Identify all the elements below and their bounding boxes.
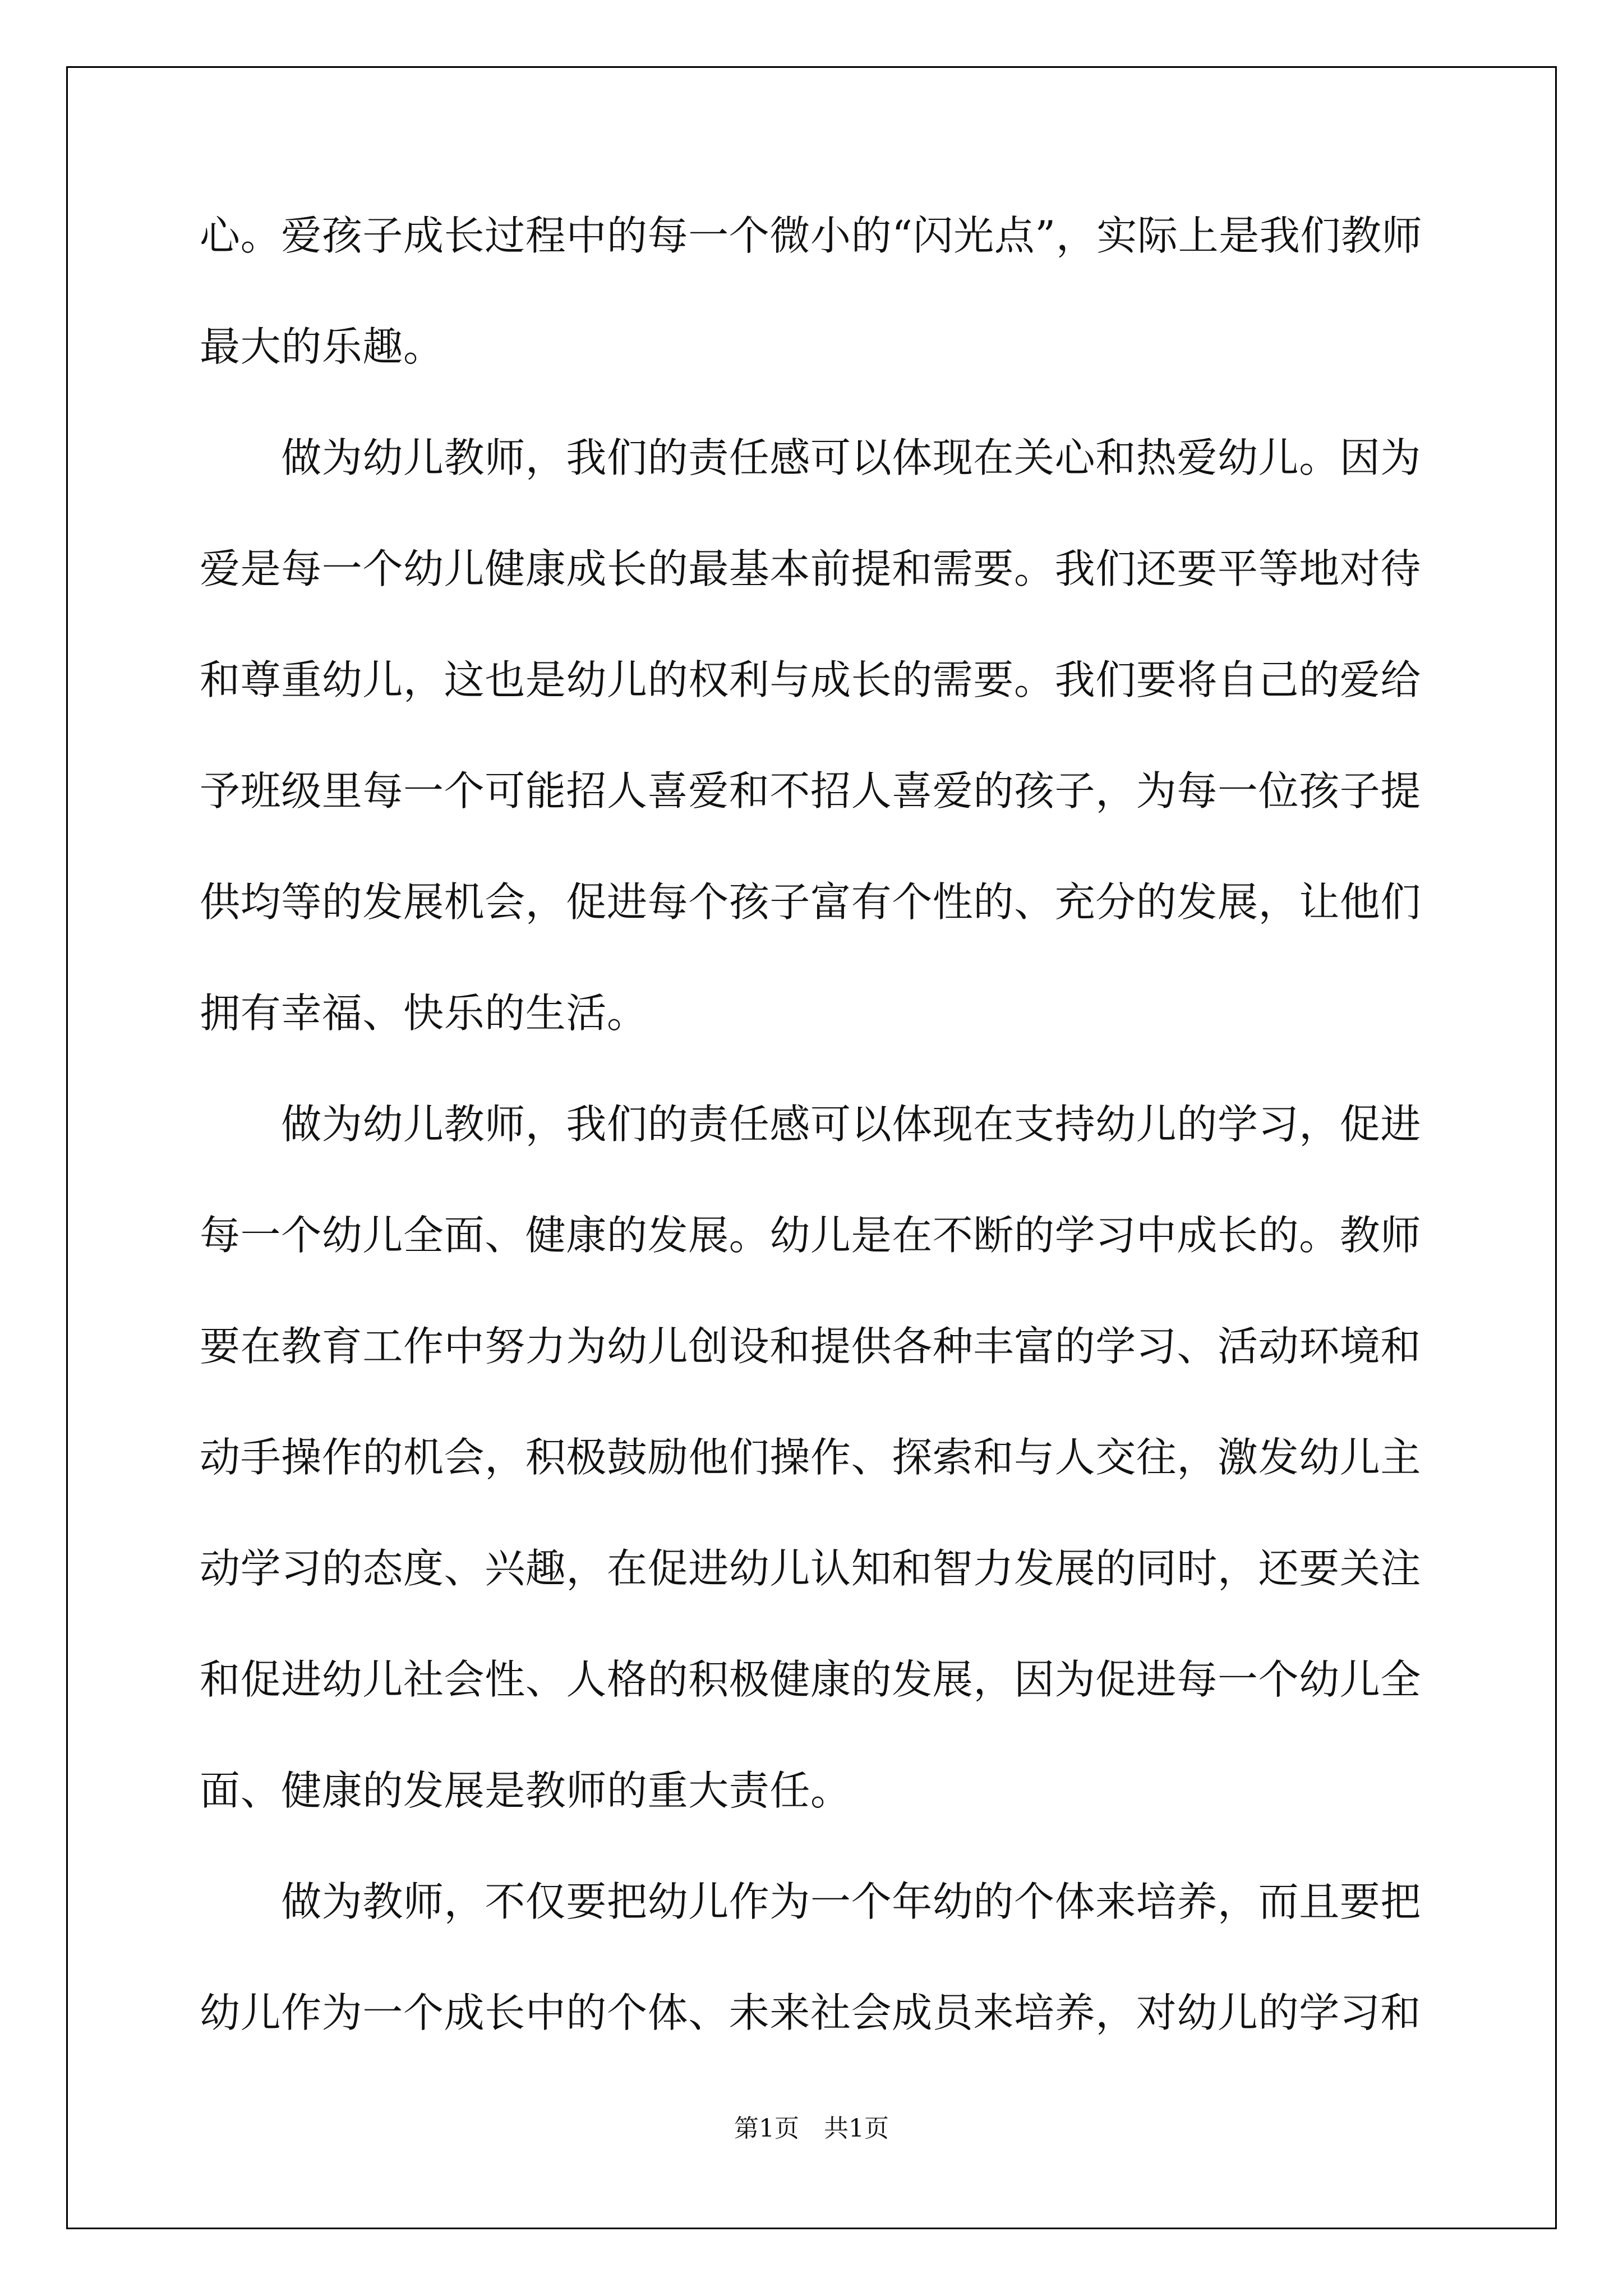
page-footer: 第1页 共1页 bbox=[734, 2114, 889, 2143]
text-line: 动学习的态度、兴趣，在促进幼儿认知和智力发展的同时，还要关注 bbox=[200, 1545, 1422, 1592]
text-line: 心。爱孩子成长过程中的每一个微小的“闪光点”，实际上是我们教师 bbox=[200, 212, 1423, 259]
text-line: 做为幼儿教师，我们的责任感可以体现在支持幼儿的学习，促进 bbox=[200, 1101, 1422, 1148]
text-line: 做为教师，不仅要把幼儿作为一个年幼的个体来培养，而且要把 bbox=[200, 1878, 1422, 1925]
text-line: 面、健康的发展是教师的重大责任。 bbox=[200, 1767, 851, 1814]
text-line: 最大的乐趣。 bbox=[200, 323, 444, 370]
text-line: 和尊重幼儿，这也是幼儿的权利与成长的需要。我们要将自己的爱给 bbox=[200, 656, 1422, 703]
text-line: 和促进幼儿社会性、人格的积极健康的发展，因为促进每一个幼儿全 bbox=[200, 1656, 1422, 1703]
text-line: 做为幼儿教师，我们的责任感可以体现在关心和热爱幼儿。因为 bbox=[200, 434, 1422, 481]
text-line: 要在教育工作中努力为幼儿创设和提供各种丰富的学习、活动环境和 bbox=[200, 1323, 1422, 1370]
text-line: 予班级里每一个可能招人喜爱和不招人喜爱的孩子，为每一位孩子提 bbox=[200, 767, 1422, 815]
document-body bbox=[200, 209, 1428, 2097]
text-line: 供均等的发展机会，促进每个孩子富有个性的、充分的发展，让他们 bbox=[200, 878, 1422, 926]
text-line: 爱是每一个幼儿健康成长的最基本前提和需要。我们还要平等地对待 bbox=[200, 545, 1422, 592]
text-line: 幼儿作为一个成长中的个体、未来社会成员来培养，对幼儿的学习和 bbox=[200, 1989, 1422, 2036]
text-line: 每一个幼儿全面、健康的发展。幼儿是在不断的学习中成长的。教师 bbox=[200, 1212, 1422, 1259]
text-line: 拥有幸福、快乐的生活。 bbox=[200, 990, 648, 1037]
text-line: 动手操作的机会，积极鼓励他们操作、探索和与人交往，激发幼儿主 bbox=[200, 1434, 1422, 1481]
